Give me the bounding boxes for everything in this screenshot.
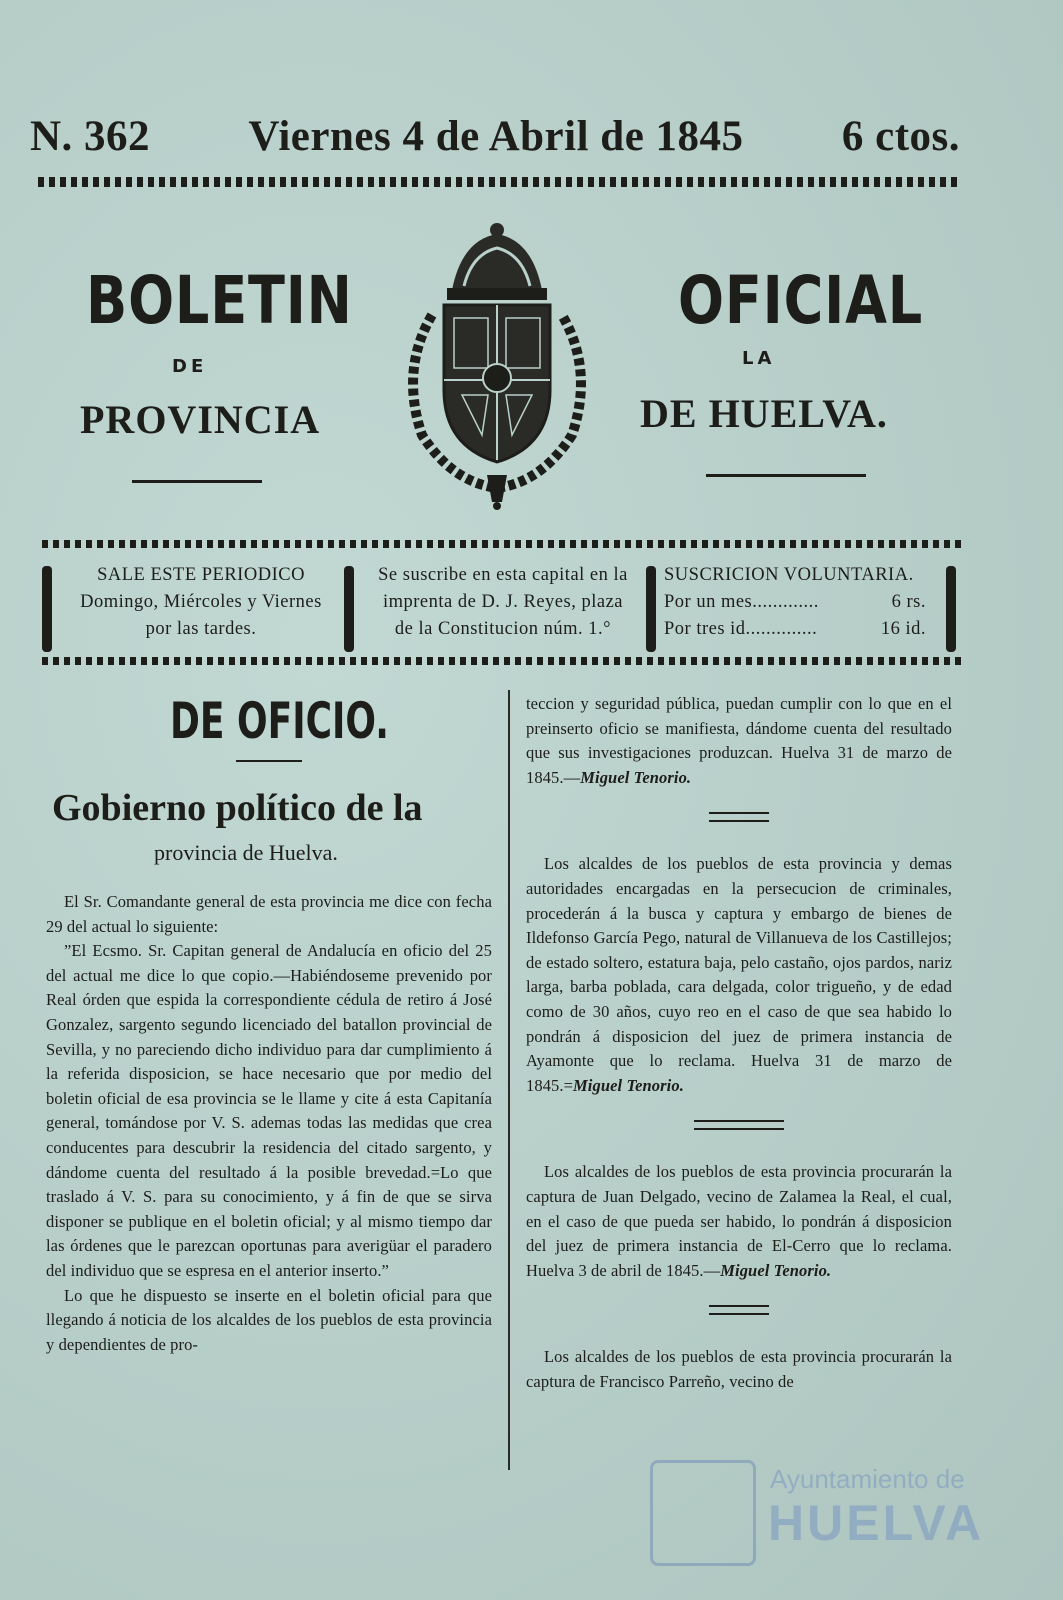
- issue-number: N. 362: [30, 113, 151, 160]
- title-rule-right: [706, 474, 866, 477]
- issue-date: Viernes 4 de Abril de 1845: [248, 113, 744, 160]
- section-heading: DE OFICIO.: [170, 692, 389, 750]
- watermark-line1: Ayuntamiento de: [770, 1464, 965, 1494]
- paragraph: [526, 692, 952, 790]
- price-box-title: SUSCRICION VOLUNTARIA.: [664, 565, 914, 585]
- signature: Miguel Tenorio.: [720, 1260, 832, 1280]
- column-divider: [508, 690, 510, 1470]
- city-shield-icon: [650, 1460, 756, 1566]
- left-column-text: [46, 890, 492, 1357]
- subscription-place-box: [364, 562, 642, 643]
- price-label: Por un mes.............: [664, 592, 819, 612]
- separator: [709, 812, 769, 822]
- paragraph-text: teccion y seguridad pública, puedan cumplir con lo que en el preinserto oficio se manifiesta, dándome cuenta del resultado que sus investigaciones produzcan. Huelva 31 de marzo de 1845.—: [526, 694, 952, 787]
- watermark-line2: HUELVA: [768, 1495, 985, 1551]
- title-boletin: BOLETIN: [86, 262, 353, 339]
- section-rule: [236, 760, 302, 762]
- box-bar-4: [946, 566, 956, 652]
- price-row: [664, 616, 926, 643]
- subscription-line: Se suscribe en esta capital en la: [378, 565, 628, 585]
- title-de: DE: [172, 356, 208, 377]
- issue-price: 6 ctos.: [841, 113, 960, 160]
- paragraph: Lo que he dispuesto se inserte en el boletin oficial para que llegando á noticia de los alcaldes de los pueblos de esta provincia y dependientes de pro-: [46, 1285, 492, 1354]
- paragraph: [526, 1160, 952, 1283]
- schedule-line: Domingo, Miércoles y Viernes: [80, 592, 322, 612]
- right-column-text: [526, 692, 952, 1394]
- subscription-line: imprenta de D. J. Reyes, plaza: [382, 592, 623, 612]
- schedule-line: SALE ESTE PERIODICO: [97, 565, 305, 585]
- box-bar-3: [646, 566, 656, 652]
- ornamental-rule-upper: [42, 540, 962, 548]
- paragraph-text: Los alcaldes de los pueblos de esta provincia procurarán la captura de Juan Delgado, vecino de Zalamea la Real, el cual, en el caso de que pueda ser habido, lo pondrán á disposicion del juez de primera instancia de El-Cerro que lo reclama. Huelva 3 de abril de 1845.—: [526, 1162, 952, 1280]
- signature: Miguel Tenorio.: [573, 1075, 684, 1095]
- separator: [709, 1305, 769, 1315]
- signature: Miguel Tenorio.: [580, 767, 692, 787]
- paragraph: Los alcaldes de los pueblos de esta provincia procurarán la captura de Francisco Parreño, vecino de: [526, 1347, 952, 1391]
- separator: [694, 1120, 784, 1130]
- paragraph: El Sr. Comandante general de esta provincia me dice con fecha 29 del actual lo siguiente:: [46, 892, 492, 936]
- price-value: 16 id.: [880, 619, 926, 639]
- article-subheading: provincia de Huelva.: [154, 840, 338, 865]
- paragraph: [526, 852, 952, 1098]
- price-row: [664, 589, 926, 616]
- box-bar-2: [344, 566, 354, 652]
- article-heading: Gobierno político de la: [52, 787, 423, 829]
- royal-coat-of-arms-icon: [392, 220, 602, 510]
- paragraph: ”El Ecsmo. Sr. Capitan general de Andalucía en oficio del 25 del actual me dice lo que copio.—Habiéndoseme prevenido por Real órden que espida la correspondiente cédula de retiro á José Gonzalez, sargento segundo licenciado del batallon provincial de Sevilla, y no pareciendo dicho individuo para dar cumplimiento á la referida disposicion, se hace necesario que por medio del boletin oficial de esa provincia se le llame y cite á esta Capitanía general, tomándose por V. S. ademas todas las medidas que crea conducentes para descubrir la residencia del citado sargento, y dándome cuenta del resultado á la posible brevedad.=Lo que traslado á V. S. para su conocimiento, y á fin de que se sirva disponer se publique en el boletin oficial; y al mismo tiempo dar las órdenes que le parezcan oportunas para averigüar el paradero del individuo que se espresa en el anterior inserto.”: [46, 941, 492, 1280]
- ornamental-rule-lower: [42, 657, 962, 665]
- schedule-line: por las tardes.: [145, 619, 257, 639]
- ornamental-rule-top: [38, 177, 958, 187]
- subscription-price-box: [664, 562, 942, 643]
- box-bar-1: [42, 566, 52, 652]
- archive-watermark: [650, 1460, 985, 1570]
- publication-schedule-box: [62, 562, 340, 643]
- price-value: 6 rs.: [891, 592, 926, 612]
- masthead-line: [30, 112, 960, 172]
- title-la: LA: [742, 348, 776, 369]
- title-rule-left: [132, 480, 262, 483]
- title-provincia: PROVINCIA: [80, 397, 321, 442]
- title-huelva: DE HUELVA.: [640, 391, 888, 436]
- title-oficial: OFICIAL: [678, 262, 924, 339]
- paragraph-text: Los alcaldes de los pueblos de esta provincia y demas autoridades encargadas en la persecucion de criminales, procederán á la busca y captura y embargo de bienes de Ildefonso García Pego, natural de Villanueva de los Castillejos; de estado soltero, estatura baja, pelo castaño, ojos pardos, nariz larga, barba poblada, cara delgada, color trigueño, y de edad como de 30 años, cuyo reo en el caso de que sea habido lo pondrán á disposicion del juez de primera instancia de Ayamonte que lo reclama. Huelva 31 de marzo de 1845.=: [526, 854, 952, 1095]
- subscription-line: de la Constitucion núm. 1.°: [394, 619, 612, 639]
- price-label: Por tres id..............: [664, 619, 818, 639]
